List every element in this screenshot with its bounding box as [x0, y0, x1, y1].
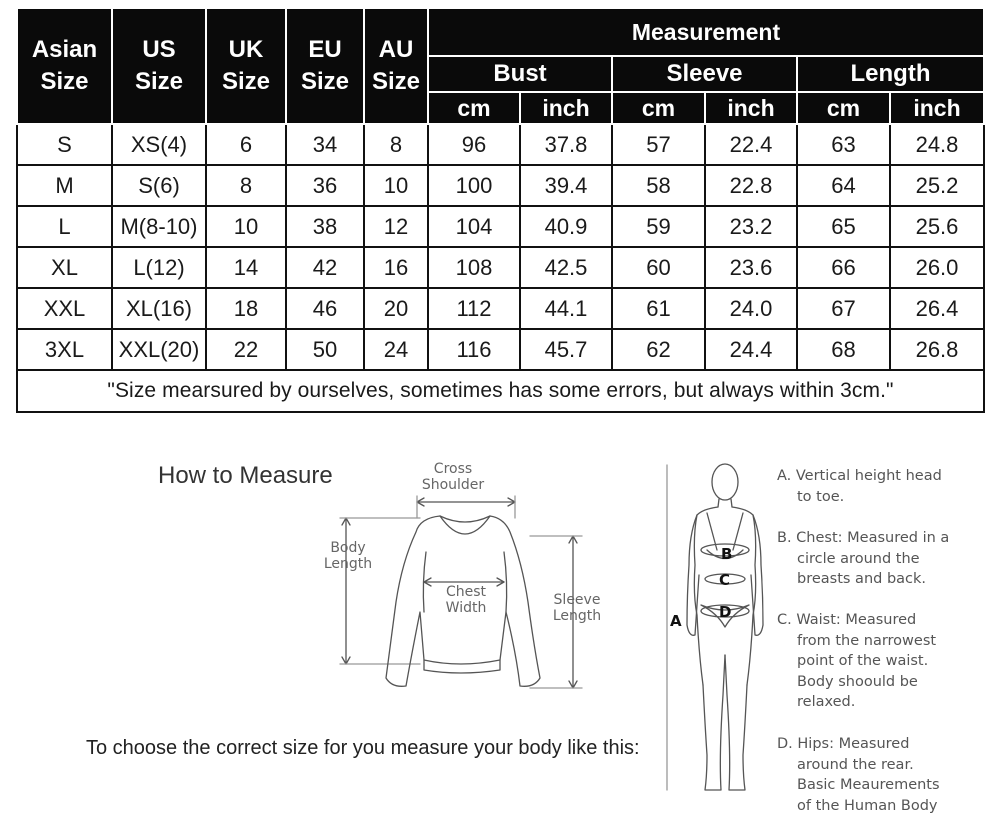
table-cell: 50 — [286, 329, 364, 370]
table-cell: 22.4 — [705, 124, 797, 165]
table-cell: 8 — [364, 124, 428, 165]
note-line: to toe. — [797, 488, 845, 505]
table-cell: 24 — [364, 329, 428, 370]
table-cell: L(12) — [112, 247, 206, 288]
table-cell: 23.6 — [705, 247, 797, 288]
note-waist — [777, 610, 977, 713]
chest-marker-b: B — [721, 545, 733, 563]
table-cell: 25.2 — [890, 165, 984, 206]
header-sleeve-inch: inch — [705, 92, 797, 124]
table-cell: 38 — [286, 206, 364, 247]
table-cell: 26.0 — [890, 247, 984, 288]
chest-width-label — [438, 584, 494, 616]
table-cell: 22 — [206, 329, 286, 370]
table-cell: 25.6 — [890, 206, 984, 247]
header-sleeve: Sleeve — [612, 56, 797, 92]
table-cell: XXL(20) — [112, 329, 206, 370]
label-line: Sleeve — [553, 592, 601, 608]
waist-marker-c: C — [719, 571, 731, 589]
header-bust: Bust — [428, 56, 612, 92]
size-chart-table — [16, 7, 985, 413]
note-line: relaxed. — [797, 694, 856, 710]
header-au-size: AU Size — [364, 8, 428, 124]
table-cell: 96 — [428, 124, 520, 165]
label-line: Cross — [433, 461, 473, 477]
note-line: circle around the — [797, 550, 920, 567]
header-measurement: Measurement — [428, 8, 984, 56]
table-cell: 24.8 — [890, 124, 984, 165]
table-cell: 3XL — [17, 329, 112, 370]
label-line: Chest — [445, 584, 487, 600]
table-cell: 37.8 — [520, 124, 612, 165]
table-cell: 12 — [364, 206, 428, 247]
note-height — [777, 466, 977, 507]
table-cell: XS(4) — [112, 124, 206, 165]
header-us-size: US Size — [112, 8, 206, 124]
table-cell: 67 — [797, 288, 890, 329]
table-cell: S(6) — [112, 165, 206, 206]
how-to-measure-title: How to Measure — [158, 462, 333, 489]
table-cell: 116 — [428, 329, 520, 370]
table-cell: 26.4 — [890, 288, 984, 329]
table-cell: 63 — [797, 124, 890, 165]
table-cell: 65 — [797, 206, 890, 247]
table-cell: 14 — [206, 247, 286, 288]
table-cell: 46 — [286, 288, 364, 329]
table-cell: 36 — [286, 165, 364, 206]
table-cell: XL(16) — [112, 288, 206, 329]
table-cell: XXL — [17, 288, 112, 329]
table-cell: 24.0 — [705, 288, 797, 329]
table-cell: 39.4 — [520, 165, 612, 206]
table-cell: 64 — [797, 165, 890, 206]
table-note: "Size mearsured by ourselves, sometimes has some errors, but always within 3cm." — [17, 370, 984, 412]
sleeve-length-label — [542, 592, 612, 624]
header-bust-cm: cm — [428, 92, 520, 124]
table-cell: 112 — [428, 288, 520, 329]
table-row — [17, 288, 984, 329]
header-eu-size: EU Size — [286, 8, 364, 124]
table-cell: 8 — [206, 165, 286, 206]
header-length-inch: inch — [890, 92, 984, 124]
table-cell: 24.4 — [705, 329, 797, 370]
table-cell: 10 — [206, 206, 286, 247]
table-cell: 104 — [428, 206, 520, 247]
table-row — [17, 165, 984, 206]
hips-marker-d: D — [719, 603, 732, 621]
note-chest — [777, 528, 977, 590]
table-cell: M — [17, 165, 112, 206]
table-row — [17, 329, 984, 370]
table-cell: 16 — [364, 247, 428, 288]
cross-shoulder-label — [418, 461, 488, 493]
table-cell: 34 — [286, 124, 364, 165]
header-asian-size: Asian Size — [17, 8, 112, 124]
label-line: Body — [330, 540, 366, 556]
note-line: D. Hips: Measured — [777, 736, 910, 752]
note-line: breasts and back. — [797, 571, 927, 587]
table-cell: 45.7 — [520, 329, 612, 370]
header-length: Length — [797, 56, 984, 92]
note-line: of the Human Body — [797, 797, 938, 814]
note-line: A. Vertical height head — [777, 468, 942, 484]
table-cell: 22.8 — [705, 165, 797, 206]
table-cell: 40.9 — [520, 206, 612, 247]
table-cell: 62 — [612, 329, 705, 370]
note-line: around the rear. — [797, 756, 914, 773]
note-line: point of the waist. — [797, 653, 929, 669]
table-cell: M(8-10) — [112, 206, 206, 247]
header-length-cm: cm — [797, 92, 890, 124]
table-cell: S — [17, 124, 112, 165]
table-row — [17, 247, 984, 288]
label-line: Shoulder — [421, 477, 485, 493]
table-cell: 42 — [286, 247, 364, 288]
note-line: Body shoould be — [797, 673, 918, 690]
table-cell: 60 — [612, 247, 705, 288]
table-cell: 108 — [428, 247, 520, 288]
table-cell: 42.5 — [520, 247, 612, 288]
table-cell: 18 — [206, 288, 286, 329]
table-cell: 100 — [428, 165, 520, 206]
table-cell: 6 — [206, 124, 286, 165]
table-cell: 26.8 — [890, 329, 984, 370]
table-cell: 61 — [612, 288, 705, 329]
table-row — [17, 206, 984, 247]
note-line: B. Chest: Measured in a — [777, 530, 950, 546]
table-cell: XL — [17, 247, 112, 288]
header-sleeve-cm: cm — [612, 92, 705, 124]
label-line: Length — [323, 556, 373, 572]
table-cell: 44.1 — [520, 288, 612, 329]
table-cell: 66 — [797, 247, 890, 288]
table-cell: 57 — [612, 124, 705, 165]
label-line: Length — [552, 608, 602, 624]
height-marker-a: A — [670, 612, 682, 630]
note-line: C. Waist: Measured — [777, 612, 917, 628]
table-cell: 59 — [612, 206, 705, 247]
table-cell: 10 — [364, 165, 428, 206]
choose-size-instruction: To choose the correct size for you measure your body like this: — [86, 737, 640, 759]
note-hips — [777, 734, 977, 816]
table-cell: 58 — [612, 165, 705, 206]
table-cell: 68 — [797, 329, 890, 370]
note-line: from the narrowest — [797, 632, 937, 649]
table-cell: L — [17, 206, 112, 247]
header-uk-size: UK Size — [206, 8, 286, 124]
note-line: Basic Meaurements — [797, 777, 940, 793]
table-cell: 20 — [364, 288, 428, 329]
label-line: Width — [445, 600, 487, 616]
table-row — [17, 124, 984, 165]
header-bust-inch: inch — [520, 92, 612, 124]
body-length-label — [318, 540, 378, 572]
table-cell: 23.2 — [705, 206, 797, 247]
